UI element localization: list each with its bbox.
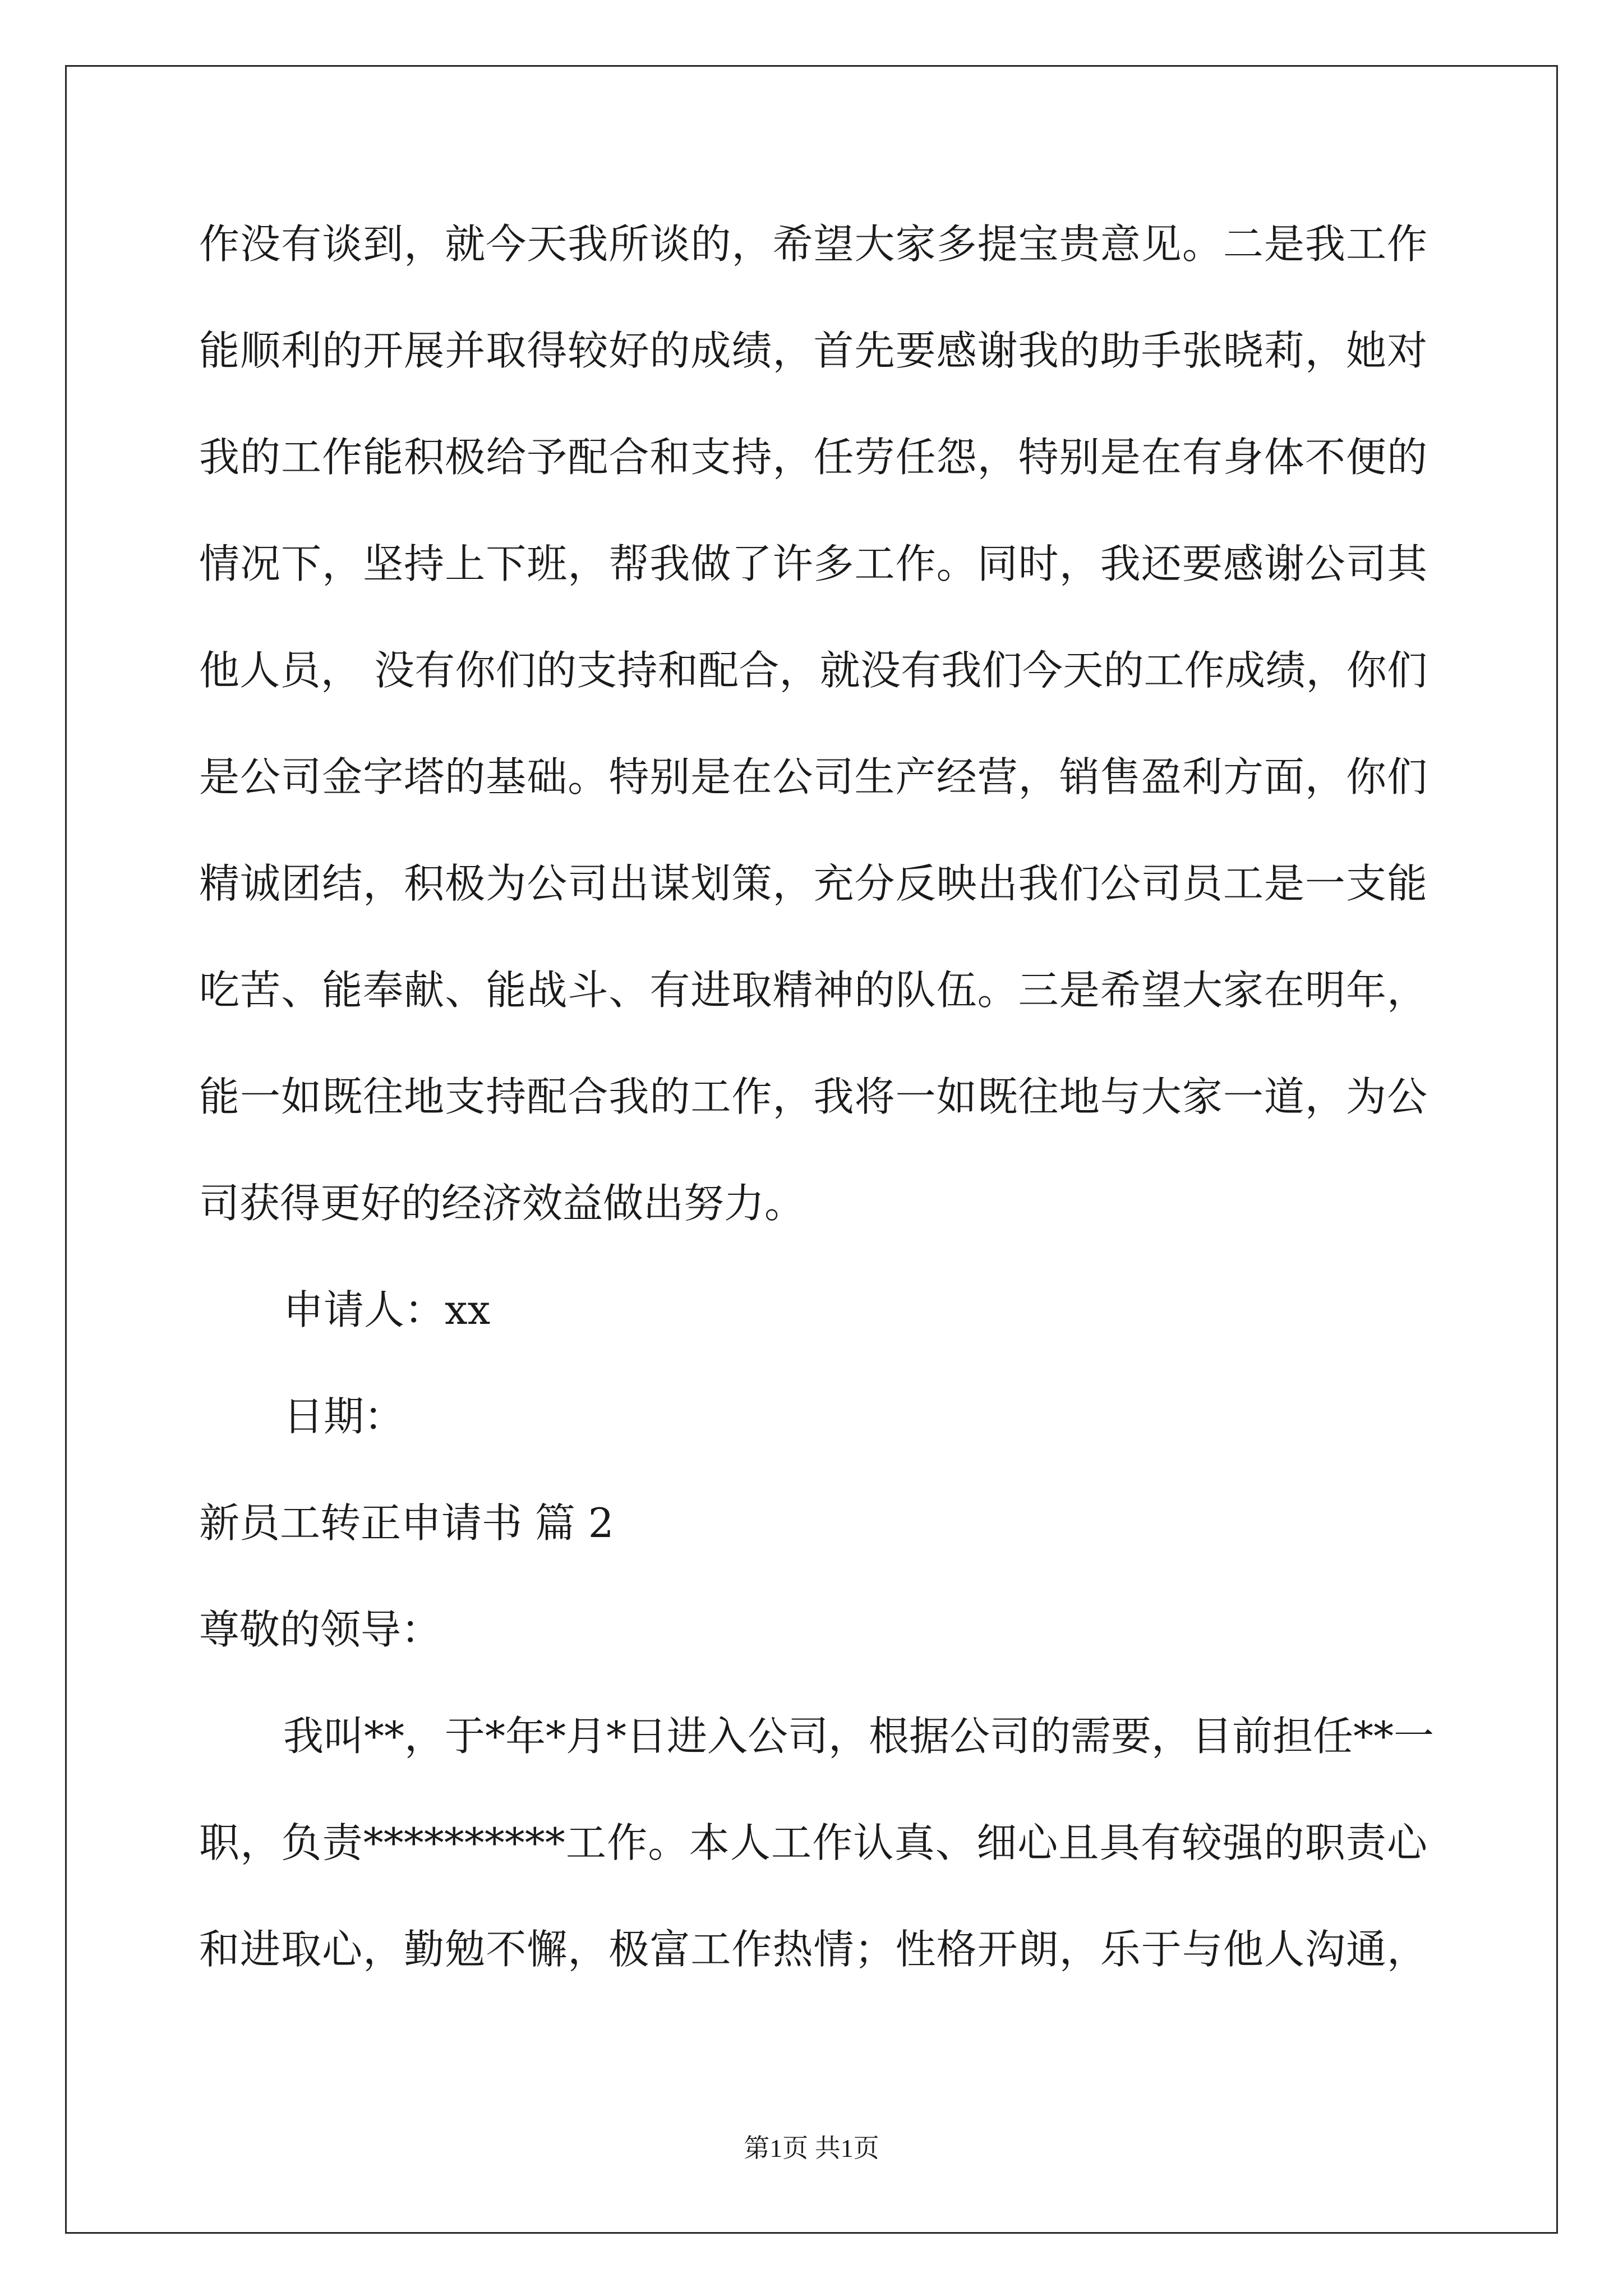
para2-line-1: 我叫**，于*年*月*日进入公司，根据公司的需要，目前担任**一	[283, 1713, 1435, 1760]
applicant-line: 申请人：xx	[283, 1286, 491, 1333]
para2-line-2: 职，负责**********工作。本人工作认真、细心且具有较强的职责心	[199, 1819, 1427, 1866]
body-line-4: 情况下，坚持上下班，帮我做了许多工作。同时，我还要感谢公司其	[199, 540, 1427, 587]
body-line-7: 精诚团结，积极为公司出谋划策，充分反映出我们公司员工是一支能	[199, 860, 1427, 907]
body-line-8: 吃苦、能奉献、能战斗、有进取精神的队伍。三是希望大家在明年，	[199, 967, 1427, 1014]
body-line-5: 他人员， 没有你们的支持和配合，就没有我们今天的工作成绩，你们	[199, 647, 1427, 694]
salutation: 尊敬的领导：	[199, 1606, 442, 1653]
body-line-6: 是公司金字塔的基础。特别是在公司生产经营，销售盈利方面，你们	[199, 753, 1427, 800]
page-footer: 第1页 共1页	[744, 2134, 879, 2162]
para2-line-3: 和进取心，勤勉不懈，极富工作热情；性格开朗，乐于与他人沟通，	[199, 1926, 1427, 1973]
body-line-3: 我的工作能积极给予配合和支持，任劳任怨，特别是在有身体不便的	[199, 434, 1427, 481]
body-line-9: 能一如既往地支持配合我的工作，我将一如既往地与大家一道，为公	[199, 1073, 1427, 1120]
section-title: 新员工转正申请书 篇 2	[199, 1499, 614, 1547]
body-line-10: 司获得更好的经济效益做出努力。	[199, 1180, 805, 1227]
date-line: 日期：	[283, 1393, 405, 1440]
body-line-2: 能顺利的开展并取得较好的成绩，首先要感谢我的助手张晓莉，她对	[199, 327, 1427, 374]
page-border	[65, 65, 1558, 2234]
body-line-1: 作没有谈到，就今天我所谈的，希望大家多提宝贵意见。二是我工作	[199, 220, 1427, 268]
